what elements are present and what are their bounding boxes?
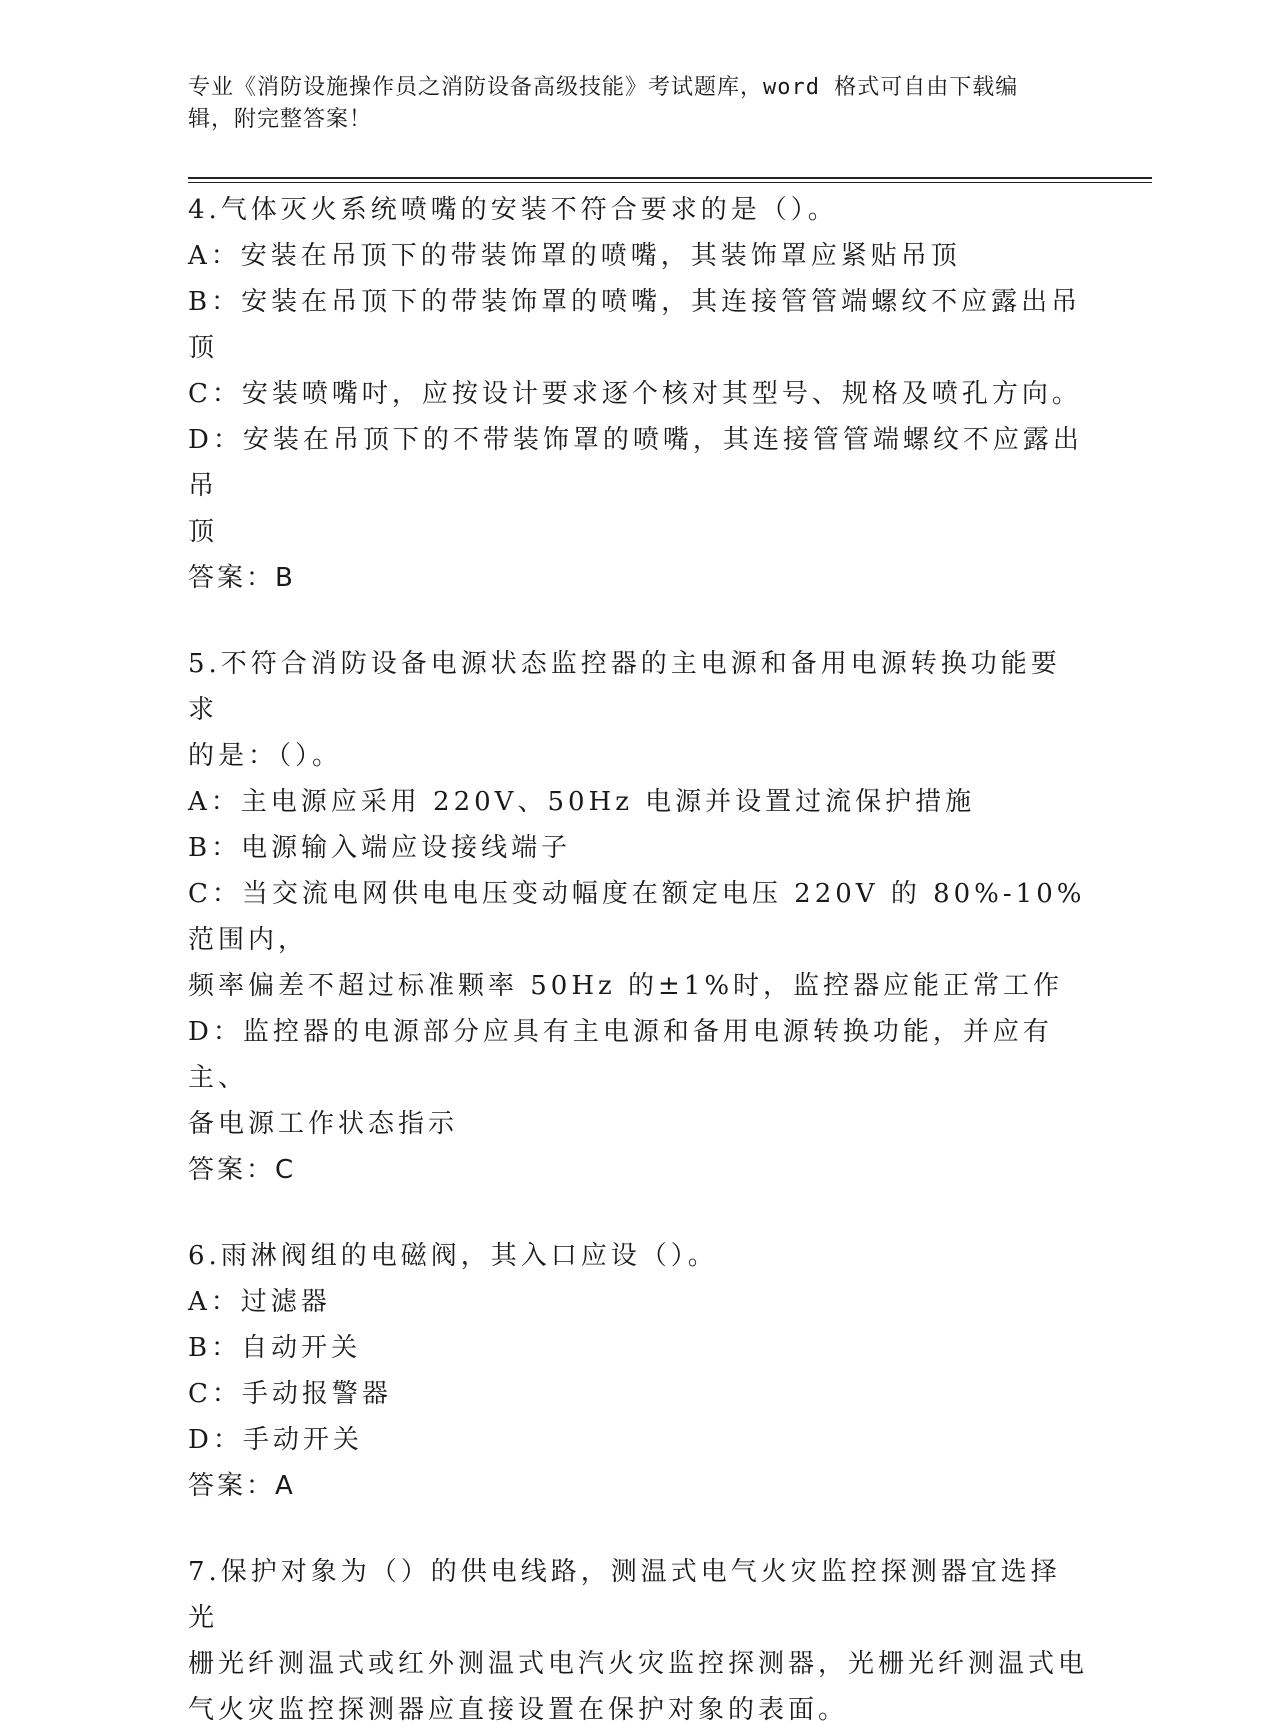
option-a: A：主电源应采用 220V、50Hz 电源并设置过流保护措施 — [188, 787, 976, 817]
question-list — [188, 187, 1088, 1733]
option-c-continued: 频率偏差不超过标准颗率 50Hz 的±1%时，监控器应能正常工作 — [188, 971, 1064, 1001]
option-c: C：手动报警器 — [188, 1379, 392, 1409]
option-b: B：自动开关 — [188, 1333, 362, 1363]
spacer — [188, 1193, 1088, 1233]
option-c: C：安装喷嘴吋，应按设计要求逐个核对其型号、规格及喷孔方向。 — [188, 379, 1082, 409]
spacer — [188, 1509, 1088, 1549]
question-stem: 6.雨淋阀组的电磁阀，其入口应设（）。 — [188, 1241, 718, 1271]
answer: 答案：B — [188, 563, 296, 593]
question-stem: 5.不符合消防设备电源状态监控器的主电源和备用电源转换功能要求 — [188, 649, 1061, 725]
option-d-continued: 顶 — [188, 517, 219, 547]
option-c: C：当交流电网供电电压变动幅度在额定电压 220V 的 80%-10%范围内， — [188, 879, 1086, 955]
question-7 — [188, 1549, 1088, 1733]
question-5 — [188, 641, 1088, 1193]
option-a: A：过滤器 — [188, 1287, 331, 1317]
question-4 — [188, 187, 1088, 601]
question-stem: 4.气体灭火系统喷嘴的安装不符合要求的是（）。 — [188, 195, 838, 225]
answer: 答案：C — [188, 1155, 297, 1185]
answer: 答案：A — [188, 1471, 296, 1501]
header-divider-thin — [188, 182, 1152, 183]
header-line-1: 专业《消防设施操作员之消防设备高级技能》考试题库，word 格式可自由下载编 — [188, 75, 1019, 100]
option-d: D：监控器的电源部分应具有主电源和备用电源转换功能，并应有主、 — [188, 1017, 1053, 1093]
question-6 — [188, 1233, 1088, 1509]
question-stem-continued: 栅光纤测温式或红外测温式电汽火灾监控探测器，光栅光纤测温式电 — [188, 1649, 1089, 1679]
option-d-continued: 备电源工作状态指示 — [188, 1109, 459, 1139]
option-b: B：安装在吊顶下的带装饰罩的喷嘴，其连接管管端螺纹不应露出吊顶 — [188, 287, 1082, 363]
header-divider-thick — [188, 177, 1152, 179]
question-stem-continued: 气火灾监控探测器应直接设置在保护对象的表面。 — [188, 1695, 849, 1725]
option-b: B：电源输入端应设接线端子 — [188, 833, 572, 863]
option-a: A：安装在吊顶下的带装饰罩的喷嘴，其装饰罩应紧贴吊顶 — [188, 241, 961, 271]
spacer — [188, 601, 1088, 641]
question-stem-continued: 的是：（）。 — [188, 741, 343, 771]
option-d: D：安装在吊顶下的不带装饰罩的喷嘴，其连接管管端螺纹不应露出吊 — [188, 425, 1083, 501]
header-line-2: 辑，附完整答案！ — [188, 107, 373, 132]
document-header — [188, 72, 1068, 136]
question-stem: 7.保护对象为（）的供电线路，测温式电气火灾监控探测器宜选择光 — [188, 1557, 1061, 1633]
option-d: D：手动开关 — [188, 1425, 363, 1455]
